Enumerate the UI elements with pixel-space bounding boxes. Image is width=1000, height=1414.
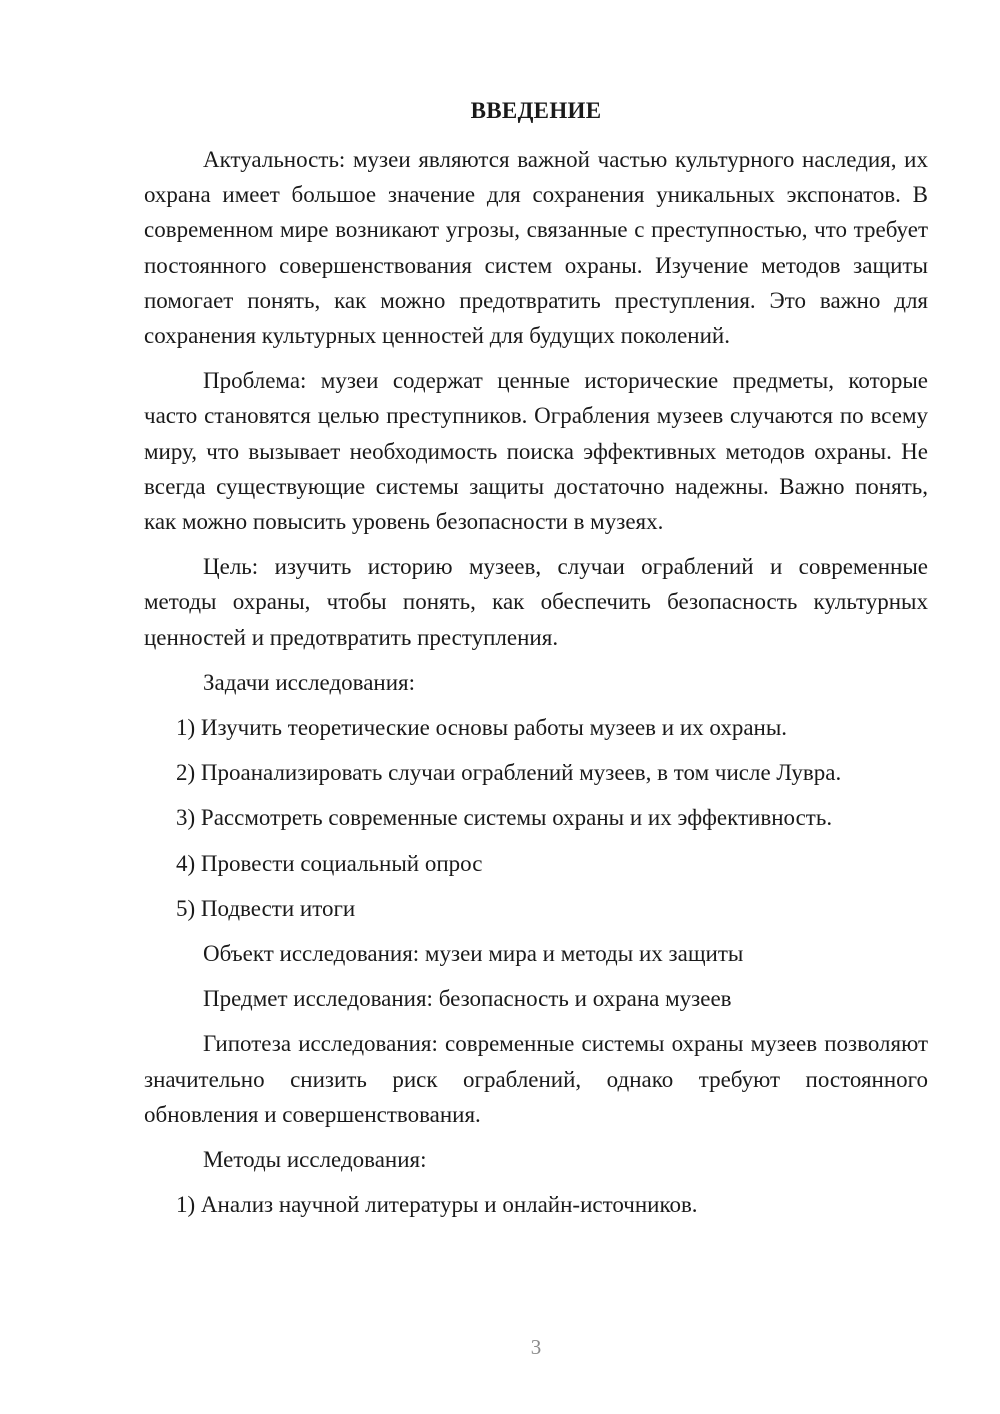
paragraph-relevance: Актуальность: музеи являются важной частью культурного наследия, их охрана имеет большое значение для сохранения уникальных экспонатов. В современном мире возникают угрозы, связанные с преступностью, что требует постоянного совершенствования систем охраны. Изучение методов защиты помогает понять, как можно предотвратить преступления. Это важно для сохранения культурных ценностей для будущих поколений.	[144, 147, 928, 349]
task-item: 3) Рассмотреть современные системы охраны и их эффективность.	[176, 805, 833, 831]
task-item: 4) Провести социальный опрос	[176, 850, 483, 876]
tasks-heading: Задачи исследования:	[203, 669, 416, 695]
paragraph-object: Объект исследования: музеи мира и методы их защиты	[203, 941, 744, 967]
document-body	[144, 142, 928, 1232]
page-title: ВВЕДЕНИЕ	[470, 98, 602, 123]
method-item: 1) Анализ научной литературы и онлайн-источников.	[176, 1192, 698, 1218]
task-item: 1) Изучить теоретические основы работы музеев и их охраны.	[176, 715, 788, 741]
paragraph-problem: Проблема: музеи содержат ценные исторические предметы, которые часто становятся целью преступников. Ограбления музеев случаются по всему миру, что вызывает необходимость поиска эффективных методов охраны. Не всегда существующие системы защиты достаточно надежны. Важно понять, как можно повысить уровень безопасности в музеях.	[144, 368, 928, 535]
task-item: 5) Подвести итоги	[176, 895, 356, 921]
methods-heading: Методы исследования:	[203, 1147, 427, 1173]
paragraph-subject: Предмет исследования: безопасность и охрана музеев	[203, 986, 732, 1012]
paragraph-goal: Цель: изучить историю музеев, случаи ограблений и современные методы охраны, чтобы понять, как обеспечить безопасность культурных ценностей и предотвратить преступления.	[144, 554, 928, 650]
methods-list	[144, 1187, 928, 1222]
page-number: 3	[530, 1335, 542, 1359]
paragraph-hypothesis: Гипотеза исследования: современные системы охраны музеев позволяют значительно снизить риск ограблений, однако требуют постоянного обновления и совершенствования.	[144, 1031, 928, 1127]
tasks-list	[144, 710, 928, 926]
task-item: 2) Проанализировать случаи ограблений музеев, в том числе Лувра.	[176, 760, 842, 786]
